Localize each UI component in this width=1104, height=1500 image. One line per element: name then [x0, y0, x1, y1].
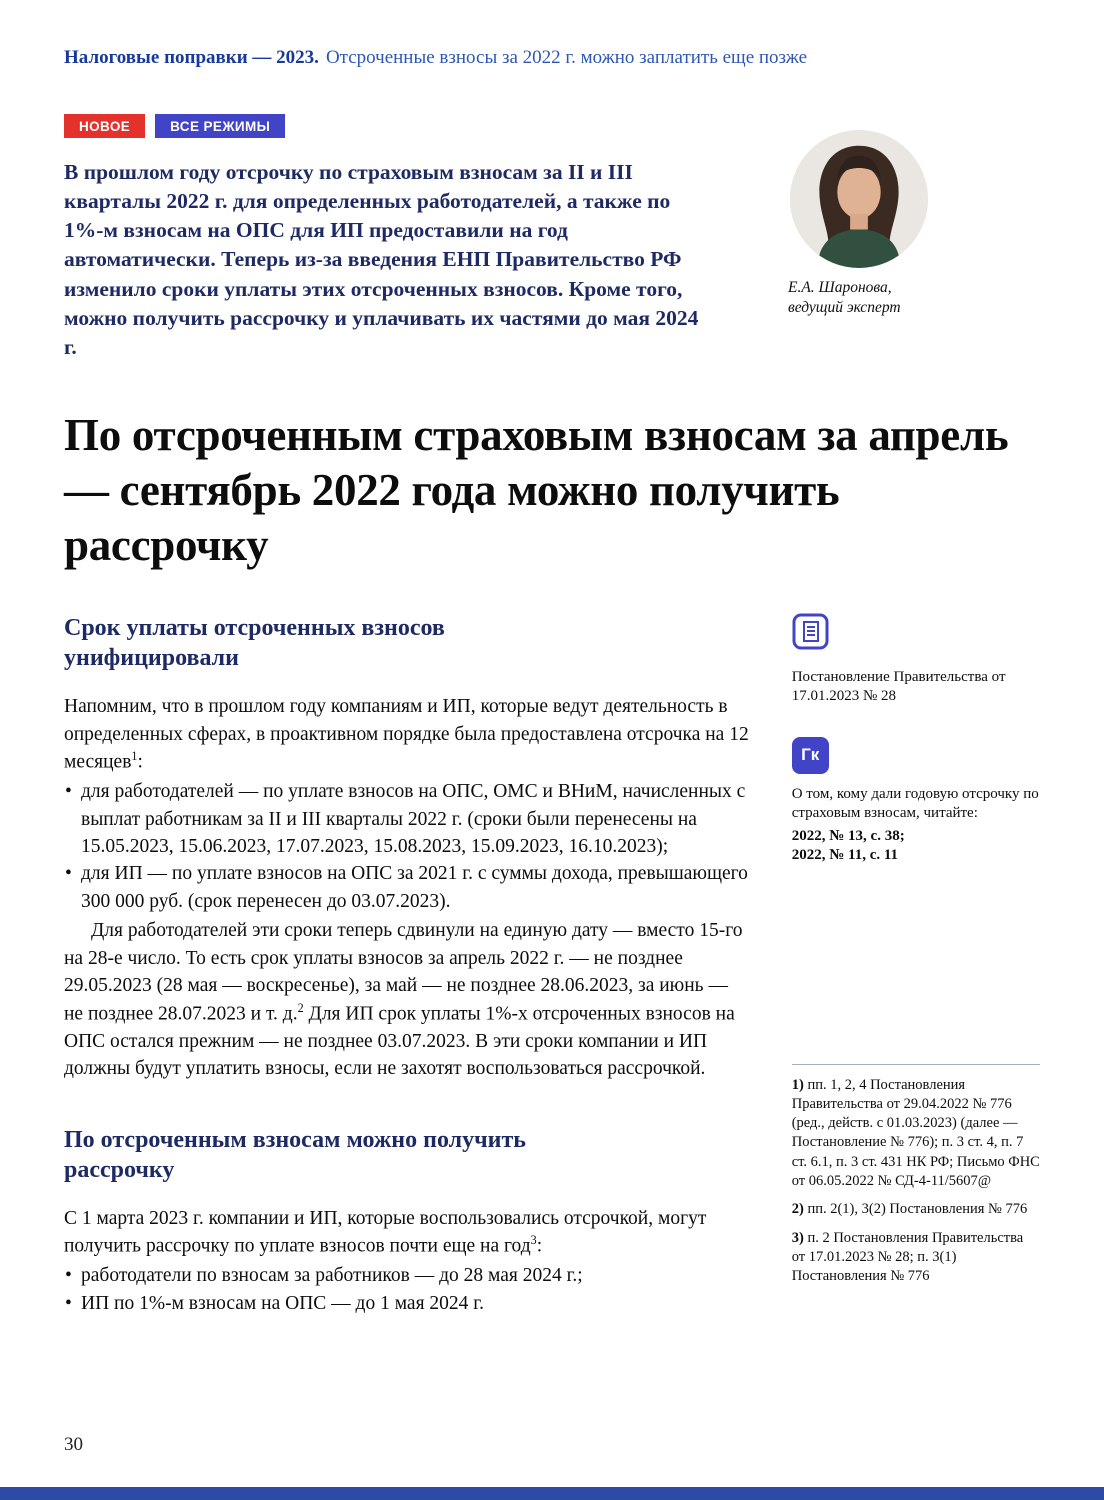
main-column — [64, 613, 750, 1319]
read-more-references — [792, 827, 1040, 866]
list-item: • ИП по 1%-м взносам на ОПС — до 1 мая 2024 г. — [64, 1290, 750, 1317]
gk-logo-text: Гк — [801, 745, 820, 765]
author-name: Е.А. Шаронова, — [788, 278, 892, 296]
paragraph-tail: : — [536, 1235, 543, 1257]
footnote-marker: 2) — [791, 1201, 804, 1218]
footer-bar — [0, 1487, 1104, 1500]
sidebar-reference-document — [792, 613, 1040, 707]
footnote-text: пп. 2(1), 3(2) Постановления № 776 — [803, 1201, 1028, 1218]
footnote-ref-3: 3 — [530, 1233, 537, 1248]
article-title: По отсроченным страховым взносам за апрель — сентябрь 2022 года можно получить рассрочку — [64, 410, 1009, 571]
section-heading-2: По отсроченным взносам можно получить рассрочку — [64, 1126, 526, 1183]
author-caption — [788, 278, 978, 318]
issue-reference: 2022, № 11, с. 11 — [791, 847, 899, 864]
list-item: • для работодателей — по уплате взносов на ОПС, ОМС и ВНиМ, начисленных с выплат работникам за II и III кварталы 2022 г. (сроки были перенесены на 15.05.2023, 15.06.2023, 17.07.2023, 15.08.2023, 15.09.2023, 16.10.2023); — [64, 778, 750, 860]
paragraph-text: Для ИП срок уплаты 1%-х отсроченных взносов на ОПС остался прежним — не позднее 03.07.2023. В эти сроки компании и ИП должны будут уплатить взносы, если не захотят воспользоваться рассрочкой. — [64, 1003, 735, 1080]
section-heading-1: Срок уплаты отсроченных взносов унифицировали — [64, 615, 445, 672]
list-item: • для ИП — по уплате взносов на ОПС за 2021 г. с суммы дохода, превышающего 300 000 руб. (срок перенесен до 03.07.2023). — [64, 860, 750, 915]
footnote-text: п. 2 Постановления Правительства от 17.01.2023 № 28; п. 3(1) Постановления № 776 — [791, 1229, 1024, 1285]
read-more-text: О том, кому дали годовую отсрочку по страховым взносам, читайте: — [791, 785, 1039, 822]
lead-paragraph: В прошлом году отсрочку по страховым взносам за II и III кварталы 2022 г. для определенных работодателей, а также по 1%-м взносам на ОПС для ИП предоставили на год автоматически. Теперь из-за введения ЕНП Правительство РФ изменило сроки уплаты этих отсроченных взносов. Кроме того, можно получить рассрочку и уплачивать их частями до мая 2024 г. — [64, 159, 699, 360]
sidebar — [792, 613, 1040, 1319]
badge-new: НОВОЕ — [64, 114, 145, 138]
page-number: 30 — [64, 1434, 83, 1455]
issue-reference: 2022, № 13, с. 38; — [791, 827, 905, 844]
author-role: ведущий эксперт — [788, 298, 901, 316]
paragraph-text: Напомним, что в прошлом году компаниям и ИП, которые ведут деятельность в определенных сферах, в проактивном порядке была предоставлена отсрочка на 12 месяцев — [64, 696, 749, 773]
document-icon — [792, 613, 829, 650]
footnote-ref-2: 2 — [297, 1000, 304, 1015]
paragraph-tail: : — [137, 751, 143, 773]
footnote-2 — [792, 1200, 1040, 1219]
sidebar-read-more — [792, 737, 1040, 866]
paragraph-text: Для работодателей эти сроки теперь сдвинули на единую дату — вместо 15-го на 28-е число. То есть срок уплаты взносов за апрель 2022 г. — не позднее 29.05.2023 (28 мая — воскресенье), за май — не позднее 28.06.2023, за июнь — не позднее 28.07.2023 и т. д. — [64, 920, 743, 1025]
gk-logo-icon — [792, 737, 829, 774]
footnote-1 — [792, 1076, 1040, 1192]
lead-row — [64, 158, 1040, 363]
section1-paragraph-1 — [64, 693, 750, 776]
paragraph-text: С 1 марта 2023 г. компании и ИП, которые воспользовались отсрочкой, могут получить рассрочку по уплате взносов почти еще на год — [64, 1207, 707, 1257]
author-portrait-illustration — [790, 130, 928, 268]
rubric-subtitle: Отсроченные взносы за 2022 г. можно заплатить еще позже — [325, 47, 808, 68]
document-reference-text: Постановление Правительства от 17.01.2023 № 28 — [791, 668, 1006, 705]
author-block — [788, 130, 978, 363]
section2-bullet-list — [64, 1262, 750, 1317]
badge-all-regimes: ВСЕ РЕЖИМЫ — [155, 114, 285, 138]
footnote-ref-1: 1 — [131, 749, 138, 764]
list-item: • работодатели по взносам за работников — до 28 мая 2024 г.; — [64, 1262, 750, 1289]
section2-paragraph-1 — [64, 1205, 750, 1260]
section1-paragraph-2 — [64, 917, 750, 1082]
content-columns — [64, 613, 1040, 1319]
footnote-3 — [792, 1229, 1040, 1287]
section1-bullet-list — [64, 778, 750, 915]
footnote-text: пп. 1, 2, 4 Постановления Правительства от 29.04.2022 № 776 (ред., действ. с 01.03.2023) (далее — Постановление № 776); п. 3 ст. 4, п. 7 ст. 6.1, п. 3 ст. 431 НК РФ; Письмо ФНС от 06.05.2022 № СД-4-11/5607@ — [791, 1076, 1040, 1189]
author-photo — [790, 130, 928, 268]
rubric-title: Налоговые поправки — 2023. — [64, 47, 319, 68]
footnotes-block — [792, 1064, 1040, 1287]
page-header — [64, 46, 1040, 70]
footnote-marker: 1) — [791, 1076, 804, 1093]
footnote-marker: 3) — [791, 1229, 804, 1246]
